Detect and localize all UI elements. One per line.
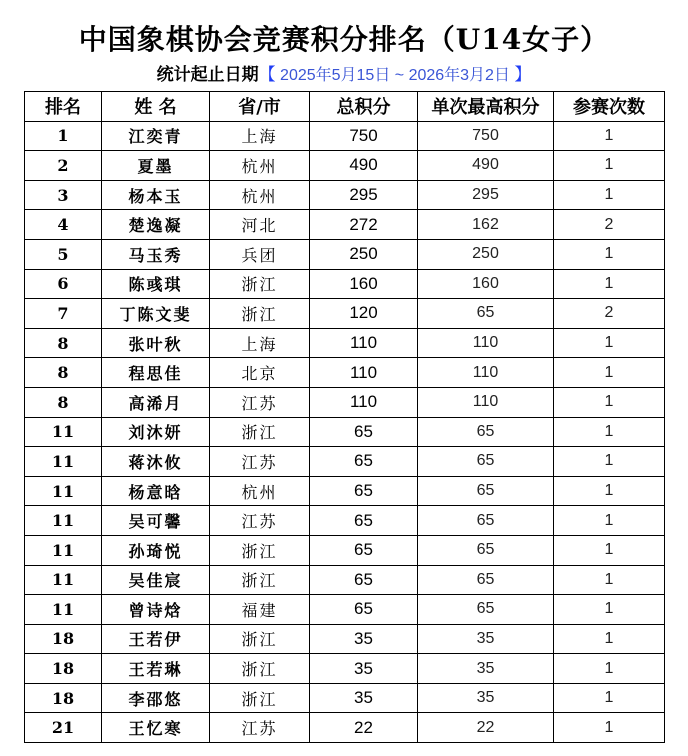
cell-max-single-points: 35 [418,624,554,654]
table-row [25,239,665,269]
cell-total-points: 65 [310,417,418,447]
cell-max-single-points: 65 [418,506,554,536]
table-header-row [25,92,665,122]
cell-name: 吴佳宸 [102,565,210,595]
cell-rank: 11 [25,535,102,565]
cell-province: 浙江 [210,624,310,654]
cell-participation-count: 1 [554,654,665,684]
cell-province: 福建 [210,595,310,625]
table-row [25,535,665,565]
cell-rank: 18 [25,683,102,713]
date-range-label: 统计起止日期 [156,65,259,85]
cell-total-points: 110 [310,328,418,358]
cell-name: 刘沐妍 [102,417,210,447]
cell-name: 吴可馨 [102,506,210,536]
cell-name: 王忆寒 [102,713,210,743]
cell-total-points: 110 [310,358,418,388]
cell-province: 浙江 [210,654,310,684]
cell-province: 河北 [210,210,310,240]
cell-province: 江苏 [210,387,310,417]
cell-name: 王若琳 [102,654,210,684]
cell-total-points: 65 [310,565,418,595]
cell-rank: 5 [25,239,102,269]
cell-max-single-points: 35 [418,683,554,713]
cell-participation-count: 2 [554,299,665,329]
table-row [25,417,665,447]
table-row [25,151,665,181]
ranking-table [24,91,665,743]
cell-name: 陈彧琪 [102,269,210,299]
cell-province: 兵团 [210,239,310,269]
cell-total-points: 160 [310,269,418,299]
cell-name: 夏墨 [102,151,210,181]
cell-participation-count: 1 [554,417,665,447]
cell-province: 杭州 [210,476,310,506]
table-row [25,654,665,684]
cell-rank: 11 [25,506,102,536]
cell-participation-count: 1 [554,506,665,536]
cell-rank: 11 [25,476,102,506]
cell-rank: 11 [25,565,102,595]
cell-rank: 11 [25,447,102,477]
cell-province: 浙江 [210,299,310,329]
cell-participation-count: 1 [554,476,665,506]
header-max-single-points: 单次最高积分 [418,92,554,122]
cell-rank: 18 [25,654,102,684]
table-row [25,121,665,151]
cell-name: 张叶秋 [102,328,210,358]
cell-name: 江奕青 [102,121,210,151]
cell-max-single-points: 65 [418,565,554,595]
cell-province: 江苏 [210,713,310,743]
header-name: 姓 名 [102,92,210,122]
cell-total-points: 35 [310,624,418,654]
cell-participation-count: 1 [554,180,665,210]
cell-total-points: 65 [310,447,418,477]
cell-total-points: 250 [310,239,418,269]
cell-name: 蒋沐攸 [102,447,210,477]
cell-participation-count: 1 [554,121,665,151]
date-range-line [0,63,688,88]
cell-name: 杨本玉 [102,180,210,210]
cell-name: 王若伊 [102,624,210,654]
cell-participation-count: 2 [554,210,665,240]
cell-total-points: 750 [310,121,418,151]
cell-total-points: 295 [310,180,418,210]
cell-total-points: 65 [310,535,418,565]
cell-rank: 11 [25,595,102,625]
cell-total-points: 110 [310,387,418,417]
cell-rank: 8 [25,387,102,417]
cell-participation-count: 1 [554,713,665,743]
cell-province: 杭州 [210,151,310,181]
cell-total-points: 22 [310,713,418,743]
cell-total-points: 35 [310,654,418,684]
cell-max-single-points: 110 [418,328,554,358]
cell-province: 江苏 [210,447,310,477]
cell-participation-count: 1 [554,328,665,358]
cell-participation-count: 1 [554,624,665,654]
cell-max-single-points: 65 [418,447,554,477]
cell-name: 杨意晗 [102,476,210,506]
cell-province: 上海 [210,328,310,358]
header-rank: 排名 [25,92,102,122]
cell-participation-count: 1 [554,447,665,477]
table-row [25,299,665,329]
cell-rank: 8 [25,358,102,388]
table-row [25,180,665,210]
table-row [25,565,665,595]
header-participation-count: 参赛次数 [554,92,665,122]
cell-province: 杭州 [210,180,310,210]
cell-max-single-points: 22 [418,713,554,743]
cell-max-single-points: 65 [418,476,554,506]
cell-total-points: 120 [310,299,418,329]
cell-max-single-points: 250 [418,239,554,269]
cell-max-single-points: 35 [418,654,554,684]
cell-total-points: 490 [310,151,418,181]
cell-province: 浙江 [210,417,310,447]
date-range-value: 2025年5月15日 ~ 2026年3月2日 [275,67,515,84]
cell-province: 浙江 [210,535,310,565]
cell-max-single-points: 162 [418,210,554,240]
cell-participation-count: 1 [554,683,665,713]
cell-rank: 18 [25,624,102,654]
cell-name: 马玉秀 [102,239,210,269]
table-row [25,447,665,477]
cell-max-single-points: 750 [418,121,554,151]
date-range-bracket-open: 【 [258,65,276,85]
cell-rank: 4 [25,210,102,240]
cell-max-single-points: 110 [418,358,554,388]
table-row [25,713,665,743]
table-row [25,358,665,388]
cell-province: 浙江 [210,269,310,299]
table-row [25,269,665,299]
cell-max-single-points: 65 [418,417,554,447]
cell-name: 李邵悠 [102,683,210,713]
cell-name: 楚逸凝 [102,210,210,240]
header-province: 省/市 [210,92,310,122]
cell-total-points: 65 [310,595,418,625]
cell-name: 丁陈文斐 [102,299,210,329]
cell-total-points: 65 [310,506,418,536]
cell-participation-count: 1 [554,535,665,565]
header-total-points: 总积分 [310,92,418,122]
table-row [25,328,665,358]
cell-participation-count: 1 [554,239,665,269]
cell-max-single-points: 65 [418,535,554,565]
cell-province: 浙江 [210,565,310,595]
cell-name: 孙琦悦 [102,535,210,565]
table-row [25,387,665,417]
cell-max-single-points: 295 [418,180,554,210]
cell-max-single-points: 160 [418,269,554,299]
table-row [25,595,665,625]
cell-total-points: 272 [310,210,418,240]
cell-max-single-points: 490 [418,151,554,181]
cell-participation-count: 1 [554,358,665,388]
table-row [25,683,665,713]
cell-province: 浙江 [210,683,310,713]
cell-rank: 11 [25,417,102,447]
cell-rank: 6 [25,269,102,299]
cell-rank: 7 [25,299,102,329]
cell-participation-count: 1 [554,151,665,181]
cell-max-single-points: 65 [418,299,554,329]
cell-name: 曾诗焓 [102,595,210,625]
page-title: 中国象棋协会竞赛积分排名（U14女子） [78,23,610,56]
cell-participation-count: 1 [554,387,665,417]
cell-rank: 21 [25,713,102,743]
table-row [25,476,665,506]
cell-name: 高浠月 [102,387,210,417]
cell-rank: 3 [25,180,102,210]
cell-participation-count: 1 [554,565,665,595]
table-row [25,506,665,536]
cell-province: 上海 [210,121,310,151]
table-row [25,210,665,240]
ranking-table-body [25,121,665,742]
cell-rank: 1 [25,121,102,151]
date-range-bracket-close: 】 [514,65,532,85]
table-row [25,624,665,654]
cell-participation-count: 1 [554,595,665,625]
cell-max-single-points: 65 [418,595,554,625]
cell-total-points: 65 [310,476,418,506]
cell-name: 程思佳 [102,358,210,388]
cell-province: 北京 [210,358,310,388]
cell-rank: 2 [25,151,102,181]
cell-province: 江苏 [210,506,310,536]
cell-total-points: 35 [310,683,418,713]
cell-max-single-points: 110 [418,387,554,417]
cell-rank: 8 [25,328,102,358]
cell-participation-count: 1 [554,269,665,299]
